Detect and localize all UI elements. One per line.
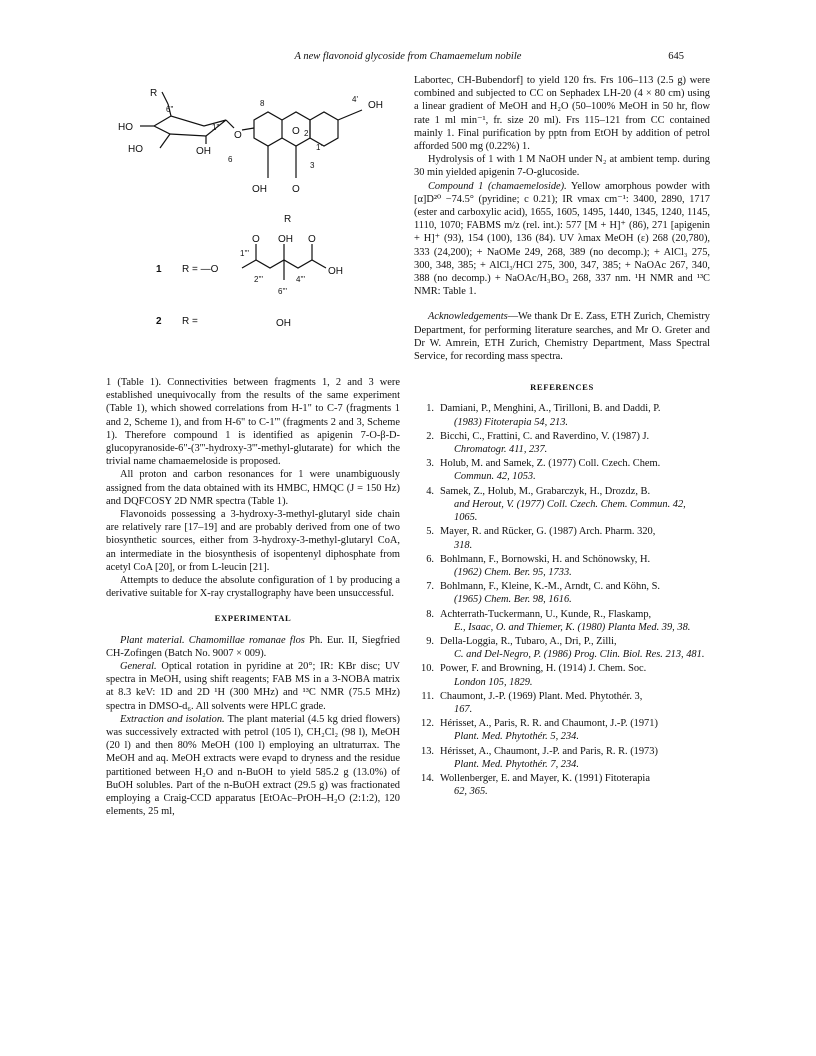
reference-authors: Bohlmann, F., Kleine, K.-M., Arndt, C. and Köhn, S. bbox=[440, 581, 660, 593]
references-list bbox=[414, 402, 710, 798]
label-c1ppp: 1''' bbox=[240, 249, 250, 258]
reference-item bbox=[414, 690, 710, 716]
reference-item bbox=[414, 745, 710, 771]
reference-source: E., Isaac, O. and Thiemer, K. (1980) Planta Med. 39, 38. bbox=[454, 621, 691, 633]
reference-source: Plant. Med. Phytothér. 5, 234. bbox=[454, 731, 579, 743]
label-sc-oh-end: OH bbox=[328, 266, 343, 277]
reference-source: 62, 365. bbox=[454, 786, 488, 798]
compound-1-label: 1 bbox=[156, 264, 162, 275]
reference-number: 9. bbox=[426, 635, 434, 647]
chemical-structure-figure bbox=[106, 78, 406, 348]
label-c6pp: 6" bbox=[166, 105, 174, 114]
reference-item bbox=[414, 553, 710, 579]
reference-number: 2. bbox=[426, 430, 434, 442]
label-sc-o2: O bbox=[308, 234, 316, 245]
label-oh-5: OH bbox=[252, 184, 267, 195]
compound-2-label: 2 bbox=[156, 316, 162, 327]
acknowledgements-paragraph bbox=[414, 310, 710, 363]
reference-authors: Samek, Z., Holub, M., Grabarczyk, H., Drozdz, B. bbox=[440, 485, 651, 497]
extraction-lead: Extraction and isolation. bbox=[120, 713, 225, 725]
right-column bbox=[414, 74, 710, 799]
compound-paragraph bbox=[414, 180, 710, 299]
reference-source: (1983) Fitoterapia 54, 213. bbox=[454, 416, 568, 428]
right-paragraph-2: Hydrolysis of 1 with 1 M NaOH under N₂ at ambient temp. during 30 min yielded apigenin 7-O-glucoside. bbox=[414, 154, 710, 179]
label-c2ppp: 2''' bbox=[254, 275, 264, 284]
plant-material-lead: Plant material. bbox=[120, 634, 185, 646]
reference-item bbox=[414, 717, 710, 743]
label-ho-1: HO bbox=[118, 122, 133, 133]
reference-source: London 105, 1829. bbox=[454, 676, 533, 688]
extraction-paragraph bbox=[106, 713, 400, 819]
page-number: 645 bbox=[668, 51, 684, 62]
reference-item bbox=[414, 635, 710, 661]
label-sc-o1: O bbox=[252, 234, 260, 245]
general-text: Optical rotation in pyridine at 20°; IR: KBr disc; UV spectra in MeOH, using shift reagents; FAB MS in a 3-NOBA matrix at 8.3 keV: 1D and 2D ¹H (300 MHz) and ¹³C NMR (75.5 MHz) spectra in DMSO-d₆. All solvents were HPLC grade. bbox=[106, 661, 400, 712]
reference-number: 7. bbox=[426, 581, 434, 593]
label-c1p: 1' bbox=[316, 143, 322, 152]
experimental-heading: EXPERIMENTAL bbox=[214, 613, 292, 624]
reference-number: 1. bbox=[426, 403, 434, 415]
reference-source: Chromatogr. 411, 237. bbox=[454, 444, 548, 456]
reference-source: 318. bbox=[454, 539, 473, 551]
reference-source: (1962) Chem. Ber. 95, 1733. bbox=[454, 566, 572, 578]
reference-authors: Bicchi, C., Frattini, C. and Raverdino, V. (1987) J. bbox=[440, 430, 650, 442]
reference-authors: Bohlmann, F., Bornowski, H. and Schönowsky, H. bbox=[440, 553, 651, 565]
plant-material-paragraph bbox=[106, 634, 400, 660]
reference-number: 14. bbox=[421, 772, 434, 784]
reference-source: 167. bbox=[454, 703, 473, 715]
general-lead: General. bbox=[120, 661, 157, 673]
reference-number: 8. bbox=[426, 608, 434, 620]
label-oh-4p: OH bbox=[368, 100, 383, 111]
reference-source: (1965) Chem. Ber. 98, 1616. bbox=[454, 594, 572, 606]
compound-text: Yellow amorphous powder with [α]D²⁰ −74.5° (pyridine; c 0.21); IR νmax cm⁻¹: 3400, 2890, 1717 (ester and carboxylic acid), 1655, 1605, 1495, 1440, 1345, 1240, 1145, 1110, 1070; FABMS m/z (rel. int.): 577 [M + H]⁺ (86), 271 [apigenin + H]⁺ (93), 154 (100), 136 (84). UV λmax MeOH (ε) 268 (20,780), 333 (24,200); + NaOMe 249, 268, 389 (no decomp.); + AlCl₃ 275, 300, 348, 385; + AlCl₃/HCl 275, 300, 347, 385; + NaOAc 267, 340, 388 (no decomp.) + NaOAc/H₃BO₃ 268, 337 nm. ¹H NMR and ¹³C NMR: Table 1. bbox=[414, 180, 711, 298]
reference-item bbox=[414, 485, 710, 525]
reference-number: 3. bbox=[426, 458, 434, 470]
label-c8: 8 bbox=[260, 99, 265, 108]
structure-r-top: R bbox=[150, 88, 158, 99]
label-c4p: 4' bbox=[352, 95, 358, 104]
reference-item bbox=[414, 430, 710, 456]
reference-item bbox=[414, 457, 710, 483]
label-sc-oh: OH bbox=[278, 234, 293, 245]
label-c1pp: 1" bbox=[212, 123, 220, 132]
left-paragraph-1: 1 (Table 1). Connectivities between fragments 1, 2 and 3 were established unequivocally from the results of the same experiment (Table 1), which showed correlations from H-1" to C-7 (fragments 1 and 2, Scheme 1), and from H-6" to C-1''' (fragments 2 and 3, Scheme 1). Therefore compound 1 is identified as apigenin 7-O-β-D-glucopyranoside-6"-(3'''-hydroxy-3'''-methyl-glutarate) for which the trivial name chamaemeloside is proposed. bbox=[106, 377, 400, 468]
reference-item bbox=[414, 772, 710, 798]
general-paragraph bbox=[106, 660, 400, 713]
label-c6ppp: 6''' bbox=[278, 287, 288, 296]
reference-number: 11. bbox=[421, 690, 434, 702]
label-c4ppp: 4''' bbox=[296, 275, 306, 284]
reference-authors: Wollenberger, E. and Mayer, K. (1991) Fitoterapia bbox=[440, 772, 650, 784]
plant-species: Chamomillae romanae flos bbox=[188, 634, 305, 646]
reference-authors: Della-Loggia, R., Tubaro, A., Dri, P., Zilli, bbox=[440, 635, 617, 647]
reference-source: Commun. 42, 1053. bbox=[454, 471, 536, 483]
reference-number: 12. bbox=[421, 718, 434, 730]
reference-authors: Achterrath-Tuckermann, U., Kunde, R., Flaskamp, bbox=[440, 608, 652, 620]
compound-lead: Compound 1 (chamaemeloside). bbox=[428, 180, 567, 192]
label-c2: 2 bbox=[304, 129, 309, 138]
acknowledgements-lead: Acknowledgements bbox=[428, 311, 508, 323]
reference-item bbox=[414, 580, 710, 606]
label-o-4: O bbox=[292, 184, 300, 195]
right-paragraph-1: Labortec, CH-Bubendorf] to yield 120 frs. Frs 106–113 (2.5 g) were combined and subjected to CC on Sephadex LH-20 (4 × 80 cm) using a linear gradient of MeOH and H₂O (50–100% MeOH in 50 hr, flow rate 1 ml min⁻¹, fr. size 20 ml). Frs 115–121 from CC contained mainly 1. Final purification by pptn from EtOH by addition of petrol afforded 500 mg (0.22%) 1. bbox=[414, 75, 710, 153]
reference-item bbox=[414, 662, 710, 688]
reference-source: Plant. Med. Phytothér. 7, 234. bbox=[454, 758, 579, 770]
reference-authors: Hérisset, A., Paris, R. R. and Chaumont, J.-P. (1971) bbox=[440, 718, 658, 730]
reference-number: 10. bbox=[421, 663, 434, 675]
acknowledgements-text: —We thank Dr E. Zass, ETH Zurich, Chemistry Department, for performing literature searches, and Mr O. Greter and Dr W. Amrein, ETH Zurich, Chemistry Department, Mass Spectral Service, for recording mass spectra. bbox=[414, 311, 710, 363]
reference-item bbox=[414, 525, 710, 551]
reference-source: C. and Del-Negro, P. (1986) Prog. Clin. Biol. Res. 213, 481. bbox=[454, 649, 705, 661]
reference-number: 4. bbox=[426, 485, 434, 497]
label-c3: 3 bbox=[310, 161, 315, 170]
label-o-ring: O bbox=[292, 126, 300, 137]
r-definition-1: R = —O bbox=[182, 264, 219, 275]
left-paragraph-3: Flavonoids possessing a 3-hydroxy-3-methyl-glutaryl side chain are relatively rare [17–19] and are probably derived from one of two biosynthetic sources, either from 3-hydroxy-3-methyl-glutaryl CoA, an intermediate in the biosynthesis of isopentenyl diphosphate from acetyl CoA [20], or from L-leucin [21]. bbox=[106, 509, 400, 573]
running-title: A new flavonoid glycoside from Chamaemelum nobile bbox=[294, 51, 522, 62]
reference-authors: Power, F. and Browning, H. (1914) J. Chem. Soc. bbox=[440, 663, 647, 675]
extraction-text: The plant material (4.5 kg dried flowers) was successively extracted with petrol (105 l), CH₂Cl₂ (98 l), MeOH (20 l) and then 80% MeOH (100 l) employing an ultraturrax. The MeOH and aq. MeOH extracts were evapd to dryness and the residue partitioned between H₂O and n-BuOH to yield 585.2 g (13.0%) of BuOH solubles. Part of the n-BuOH extract (29.5 g) was fractionated employing a Craig-CCD apparatus [EtOAc–PrOH–H₂O (2:1:2), 120 elements, 25 ml, bbox=[106, 713, 400, 818]
references-heading: REFERENCES bbox=[530, 382, 594, 393]
reference-source: and Herout, V. (1977) Coll. Czech. Chem. Commun. 42, 1065. bbox=[454, 498, 686, 524]
structure-r-mid: R bbox=[284, 214, 292, 225]
reference-number: 13. bbox=[421, 745, 434, 757]
r-definition-2: R = bbox=[182, 316, 198, 327]
r-definition-2-oh: OH bbox=[276, 318, 291, 329]
label-c6: 6 bbox=[228, 155, 233, 164]
running-header bbox=[0, 51, 816, 67]
left-paragraph-4: Attempts to deduce the absolute configuration of 1 by producing a derivative suitable for X-ray crystallography have been unsuccessful. bbox=[106, 575, 400, 600]
left-paragraph-2: All proton and carbon resonances for 1 were unambiguously assigned from the data obtained with its HMBC, HMQC (J = 150 Hz) and DQFCOSY 2D NMR spectra (Table 1). bbox=[106, 469, 400, 507]
reference-number: 5. bbox=[426, 526, 434, 538]
plant-material-text: Ph. Eur. II, Siegfried CH-Zofingen (Batch No. 9007 × 009). bbox=[106, 634, 400, 659]
reference-authors: Hérisset, A., Chaumont, J.-P. and Paris, R. R. (1973) bbox=[440, 745, 658, 757]
reference-item bbox=[414, 402, 710, 428]
left-column bbox=[106, 376, 400, 819]
label-oh-sugar: OH bbox=[196, 146, 211, 157]
reference-item bbox=[414, 608, 710, 634]
reference-number: 6. bbox=[426, 553, 434, 565]
reference-authors: Holub, M. and Samek, Z. (1977) Coll. Czech. Chem. bbox=[440, 458, 661, 470]
reference-authors: Chaumont, J.-P. (1969) Plant. Med. Phytothér. 3, bbox=[440, 690, 643, 702]
label-ho-2: HO bbox=[128, 144, 143, 155]
reference-authors: Mayer, R. and Rücker, G. (1987) Arch. Pharm. 320, bbox=[440, 526, 656, 538]
reference-authors: Damiani, P., Menghini, A., Tirilloni, B. and Daddi, P. bbox=[440, 403, 661, 415]
label-o-glycosidic: O bbox=[234, 130, 242, 141]
